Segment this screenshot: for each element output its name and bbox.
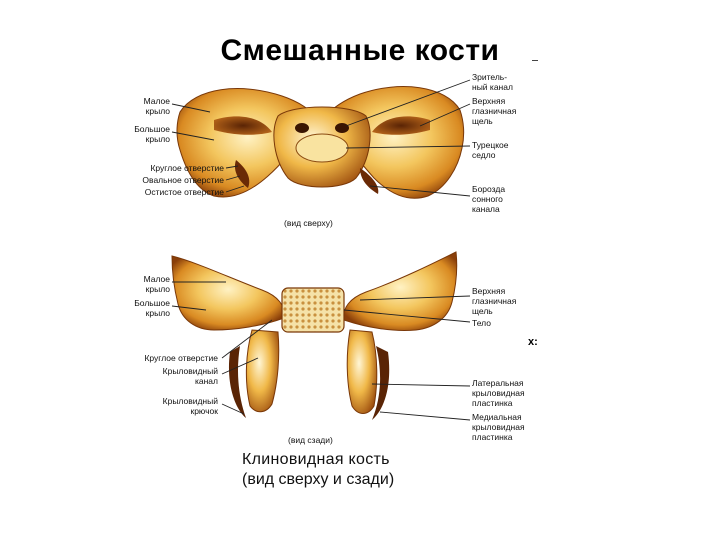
label-lesser-wing-top: Малое крыло: [143, 96, 170, 116]
optic-canal-left: [295, 123, 309, 133]
caption-line-2: (вид сверху и сзади): [242, 471, 395, 488]
label-greater-wing-top: Большое крыло: [134, 124, 170, 144]
label-foramen-spinosum: Остистое отверстие: [144, 187, 224, 197]
label-greater-wing-back: Большое крыло: [134, 298, 170, 318]
caption-line-1: Клиновидная кость: [242, 451, 390, 468]
label-sella-turcica: Турецкое седло: [472, 140, 509, 160]
side-mark: х:: [528, 336, 538, 348]
label-foramen-ovale: Овальное отверстие: [142, 175, 224, 185]
label-foramen-rotundum-top: Круглое отверстие: [150, 163, 224, 173]
label-pterygoid-canal: Крыловидный канал: [162, 366, 218, 386]
label-lesser-wing-back: Малое крыло: [143, 274, 170, 294]
sphenoid-back-view: [172, 252, 457, 420]
top-view-caption: (вид сверху): [284, 218, 333, 228]
label-optic-canal: Зритель- ный канал: [472, 72, 513, 92]
label-carotid-groove: Борозда сонного канала: [472, 184, 506, 214]
label-medial-pterygoid-plate: Медиальная крыловидная пластинка: [472, 412, 525, 442]
label-superior-orbital-fissure-top: Верхняя глазничная щель: [472, 96, 517, 126]
figure-caption: [242, 450, 394, 490]
back-view-caption: (вид сзади): [288, 435, 333, 445]
sella-turcica: [296, 134, 348, 162]
label-body: Тело: [472, 318, 491, 328]
left-pterygoid-medial: [229, 346, 246, 418]
slide-title: Смешанные кости: [220, 34, 500, 67]
back-body-spongy: [282, 288, 344, 332]
label-pterygoid-hamulus: Крыловидный крючок: [162, 396, 218, 416]
optic-canal-right: [335, 123, 349, 133]
back-left-wing: [172, 256, 284, 330]
right-pterygoid-lateral: [347, 330, 377, 414]
label-lateral-pterygoid-plate: Латеральная крыловидная пластинка: [472, 378, 525, 408]
label-superior-orbital-fissure-back: Верхняя глазничная щель: [472, 286, 517, 316]
label-foramen-rotundum-back: Круглое отверстие: [144, 353, 218, 363]
left-pterygoid-lateral: [246, 330, 278, 412]
